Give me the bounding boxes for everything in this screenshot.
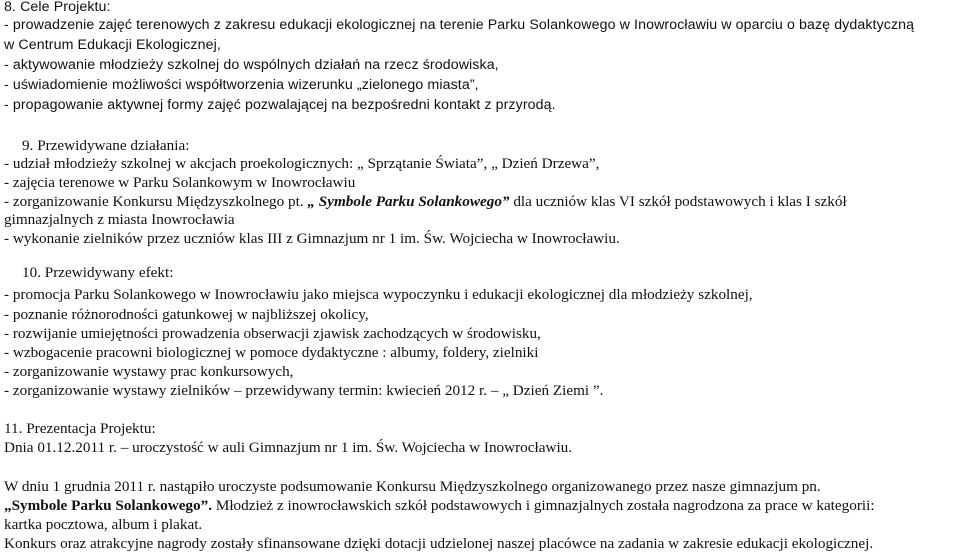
contest-name-bold: „Symbole Parku Solankowego”. [4,497,213,514]
section-9-line-1: - udział młodzieży szkolnej w akcjach proekologicznych: „ Sprzątanie Świata”, „ Dzień Drzewa”, [4,155,600,172]
section-10-line-1: - promocja Parku Solankowego w Inowrocławiu jako miejsca wypoczynku i edukacji ekologicznej dla młodzieży szkolnej, [4,286,753,303]
section-9-line-3 [4,192,847,212]
section-8-heading: 8. Cele Projektu: [4,0,111,15]
section-10-line-3: - rozwijanie umiejętności prowadzenia obserwacji zjawisk zachodzących w środowisku, [4,325,541,342]
contest-title-emphasis: „ Symbole Parku Solankowego” [307,193,510,210]
summary-line-4: Konkurs oraz atrakcyjne nagrody zostały sfinansowane dzięki dotacji udzielonej naszej placówce na zadania w zakresie edukacji ekologicznej. [4,535,874,552]
section-10-line-2: - poznanie różnorodności gatunkowej w najbliższej okolicy, [4,306,369,323]
summary-line-1: W dniu 1 grudnia 2011 r. nastąpiło uroczyste podsumowanie Konkursu Międzyszkolnego organizowanego przez nasze gimnazjum pn. [4,478,821,495]
section-8-line-5: - propagowanie aktywnej formy zajęć pozwalającej na bezpośredni kontakt z przyrodą. [4,97,556,113]
section-8-line-4: - uświadomienie możliwości współtworzenia wizerunku „zielonego miasta”, [4,77,479,93]
section-11-heading: 11. Prezentacja Projektu: [4,420,156,437]
section-10-heading: 10. Przewidywany efekt: [22,264,174,281]
section-8-line-2: w Centrum Edukacji Ekologicznej, [4,37,221,53]
section-10-line-6: - zorganizowanie wystawy zielników – przewidywany termin: kwiecień 2012 r. – „ Dzień Ziemi ”. [4,382,604,399]
summary-line-2 [4,496,875,516]
summary-line-3: kartka pocztowa, album i plakat. [4,516,203,533]
section-9-line-3-post: dla uczniów klas VI szkół podstawowych i klas I szkół [509,193,847,210]
section-10-line-4: - wzbogacenie pracowni biologicznej w pomoce dydaktyczne : albumy, foldery, zielniki [4,344,539,361]
section-9-line-5: - wykonanie zielników przez uczniów klas III z Gimnazjum nr 1 im. Św. Wojciecha w Inowrocławiu. [4,230,620,247]
section-8-line-1: - prowadzenie zajęć terenowych z zakresu edukacji ekologicznej na terenie Parku Solankowego w Inowrocławiu w oparciu o bazę dydaktyczną [4,17,915,33]
section-11-line: Dnia 01.12.2011 r. – uroczystość w auli Gimnazjum nr 1 im. Św. Wojciecha w Inowrocławiu. [4,439,573,456]
section-8-line-3: - aktywowanie młodzieży szkolnej do wspólnych działań na rzecz środowiska, [4,57,499,73]
section-9-line-3-pre: - zorganizowanie Konkursu Międzyszkolnego pt. [4,193,308,210]
section-9-heading: 9. Przewidywane działania: [22,137,190,154]
section-9-line-2: - zajęcia terenowe w Parku Solankowym w Inowrocławiu [4,174,356,191]
section-10-line-5: - zorganizowanie wystawy prac konkursowych, [4,363,294,380]
summary-line-2-rest: Młodzież z inowrocławskich szkół podstawowych i gimnazjalnych została nagrodzona za prace w kategorii: [212,497,875,514]
section-9-line-4: gimnazjalnych z miasta Inowrocławia [4,211,235,228]
